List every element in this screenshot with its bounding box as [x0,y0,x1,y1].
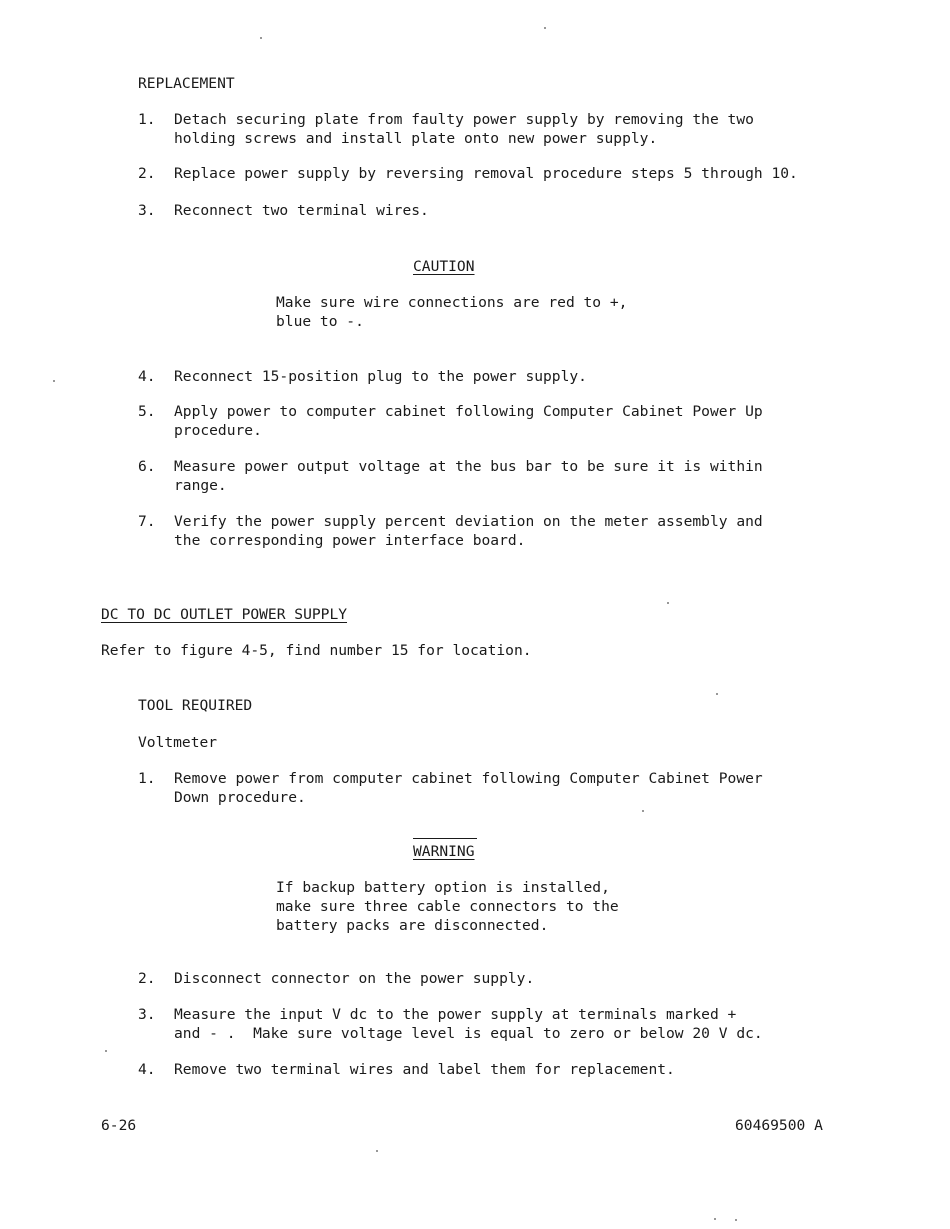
step-text: Reconnect two terminal wires. [174,202,429,219]
step-number: 4. [138,1061,156,1078]
document-number: 60469500 A [735,1117,823,1134]
step-number: 3. [138,202,156,219]
scan-speck [376,1150,378,1152]
dc-section-heading: DC TO DC OUTLET POWER SUPPLY [101,606,348,623]
scan-speck [260,37,262,39]
scan-speck [105,1050,107,1052]
warning-text: If backup battery option is installed, make sure three cable connectors to the battery packs are disconnected. [276,879,619,934]
step-text: Verify the power supply percent deviation on the meter assembly and the corresponding power interface board. [174,513,763,549]
scan-speck [544,27,546,29]
step-text: Detach securing plate from faulty power supply by removing the two holding screws and install plate onto new power supply. [174,111,754,147]
warning-title: WARNING [413,843,475,860]
step-number: 4. [138,368,156,385]
step-text: Remove two terminal wires and label them for replacement. [174,1061,675,1078]
step-number: 1. [138,111,156,128]
step-number: 3. [138,1006,156,1023]
scan-speck [53,380,55,382]
step-text: Reconnect 15-position plug to the power supply. [174,368,587,385]
caution-title: CAUTION [413,258,475,275]
scan-speck [642,810,644,812]
tool-heading: TOOL REQUIRED [138,697,253,714]
tool-name: Voltmeter [138,734,218,751]
scan-speck [735,1219,737,1221]
scan-speck [716,693,718,695]
step-text: Apply power to computer cabinet following Computer Cabinet Power Up procedure. [174,403,763,439]
step-text: Remove power from computer cabinet following Computer Cabinet Power Down procedure. [174,770,763,806]
step-number: 2. [138,165,156,182]
page-number: 6-26 [101,1117,137,1134]
step-number: 1. [138,770,156,787]
scan-speck [667,602,669,604]
step-number: 5. [138,403,156,420]
scan-speck [714,1218,716,1220]
warning-overline [413,838,477,839]
step-text: Disconnect connector on the power supply. [174,970,535,987]
step-number: 2. [138,970,156,987]
step-text: Measure power output voltage at the bus bar to be sure it is within range. [174,458,763,494]
dc-reference: Refer to figure 4-5, find number 15 for location. [101,642,532,659]
caution-text: Make sure wire connections are red to +, blue to -. [276,294,628,330]
step-number: 7. [138,513,156,530]
step-number: 6. [138,458,156,475]
replacement-heading: REPLACEMENT [138,75,235,92]
step-text: Replace power supply by reversing removal procedure steps 5 through 10. [174,165,798,182]
step-text: Measure the input V dc to the power supply at terminals marked + and - . Make sure voltage level is equal to zero or below 20 V dc. [174,1006,763,1042]
